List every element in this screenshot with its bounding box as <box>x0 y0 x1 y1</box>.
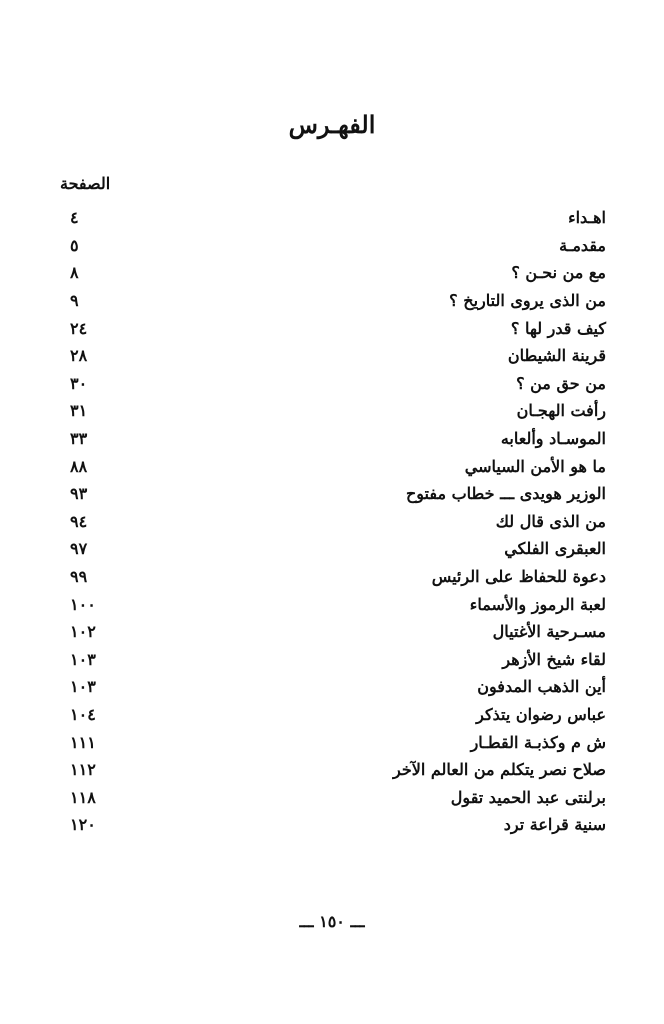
toc-entry-page: ١٠٣ <box>70 677 96 697</box>
toc-row <box>70 673 606 701</box>
toc-row <box>70 259 606 287</box>
toc-entry-page: ١٠٣ <box>70 649 96 669</box>
toc-entry-page: ٨٨ <box>70 456 88 476</box>
toc-entry-page: ٣١ <box>70 401 88 421</box>
toc-row <box>70 728 606 756</box>
toc-entry-title: مع من نحـن ؟ <box>511 263 606 283</box>
toc-entry-page: ١١٢ <box>70 760 96 780</box>
toc-entry-page: ٩٣ <box>70 484 88 504</box>
toc-row <box>70 756 606 784</box>
toc-entry-title: ش م وكذبـة القطـار <box>470 732 606 752</box>
toc-row <box>70 590 606 618</box>
toc-row <box>70 508 606 536</box>
toc-row <box>70 646 606 674</box>
toc-entry-title: العبقرى الفلكي <box>504 539 606 559</box>
toc-row <box>70 232 606 260</box>
toc-entry-title: كيف قدر لها ؟ <box>510 318 606 338</box>
toc-row <box>70 811 606 839</box>
toc-entry-page: ٣٣ <box>70 429 88 449</box>
page-column-header: الصفحة <box>60 174 111 193</box>
toc-entry-title: مسـرحية الأغتيال <box>492 622 606 642</box>
toc-entry-title: عباس رضوان يتذكر <box>476 704 606 724</box>
toc-entry-page: ١٠٤ <box>70 704 96 724</box>
toc-entry-title: سنية قراعة ترد <box>503 815 606 835</box>
toc-entry-title: مقدمـة <box>559 235 606 255</box>
toc-entry-page: ٣٠ <box>70 373 88 393</box>
toc-row <box>70 535 606 563</box>
toc-entry-title: أين الذهب المدفون <box>477 677 606 697</box>
toc-entry-page: ٥ <box>70 235 79 255</box>
toc-entry-title: من الذى قال لك <box>495 511 606 531</box>
toc-entry-title: من الذى يروى التاريخ ؟ <box>449 291 606 311</box>
toc-entry-page: ٩٤ <box>70 511 88 531</box>
toc-entry-page: ١٢٠ <box>70 815 96 835</box>
toc-entry-title: الوزير هويدى ـــ خطاب مفتوح <box>405 484 606 504</box>
toc-entry-title: دعوة للحفاظ على الرئيس <box>431 567 606 587</box>
toc-row <box>70 314 606 342</box>
toc-entry-page: ٢٤ <box>70 318 88 338</box>
toc-row <box>70 204 606 232</box>
toc-entry-page: ٨ <box>70 263 79 283</box>
toc-entry-title: من حق من ؟ <box>516 373 606 393</box>
page-number-footer: ـــ ١٥٠ ـــ <box>299 912 365 931</box>
toc-entry-title: اهـداء <box>568 208 606 228</box>
toc-entry-page: ٩٩ <box>70 567 88 587</box>
toc-row <box>70 425 606 453</box>
toc-entry-page: ٤ <box>70 208 79 228</box>
toc-row <box>70 452 606 480</box>
toc-row <box>70 342 606 370</box>
toc-entry-page: ١٠٠ <box>70 594 96 614</box>
toc-entry-page: ١١٨ <box>70 787 96 807</box>
toc-entry-title: لقاء شيخ الأزهر <box>502 649 606 669</box>
toc-entry-title: رأفت الهجـان <box>516 401 606 421</box>
toc-row <box>70 563 606 591</box>
toc-entry-title: صلاح نصر يتكلم من العالم الآخر <box>392 760 606 780</box>
toc-entry-page: ٩٧ <box>70 539 88 559</box>
toc-entry-title: الموسـاد وألعابه <box>500 429 606 449</box>
toc-entry-page: ١٠٢ <box>70 622 96 642</box>
toc-entry-title: برلنتى عبد الحميد تقول <box>450 787 606 807</box>
toc-row <box>70 618 606 646</box>
toc-row <box>70 701 606 729</box>
table-of-contents <box>70 204 606 839</box>
toc-row <box>70 287 606 315</box>
toc-row <box>70 370 606 398</box>
toc-row <box>70 397 606 425</box>
toc-entry-page: ٩ <box>70 291 79 311</box>
toc-row <box>70 783 606 811</box>
page-title: الفهـرس <box>288 110 376 139</box>
toc-entry-page: ٢٨ <box>70 346 88 366</box>
toc-entry-title: قرينة الشيطان <box>507 346 606 366</box>
toc-row <box>70 480 606 508</box>
toc-entry-title: لعبة الرموز والأسماء <box>469 594 606 614</box>
toc-entry-title: ما هو الأمن السياسي <box>464 456 606 476</box>
toc-entry-page: ١١١ <box>70 732 96 752</box>
